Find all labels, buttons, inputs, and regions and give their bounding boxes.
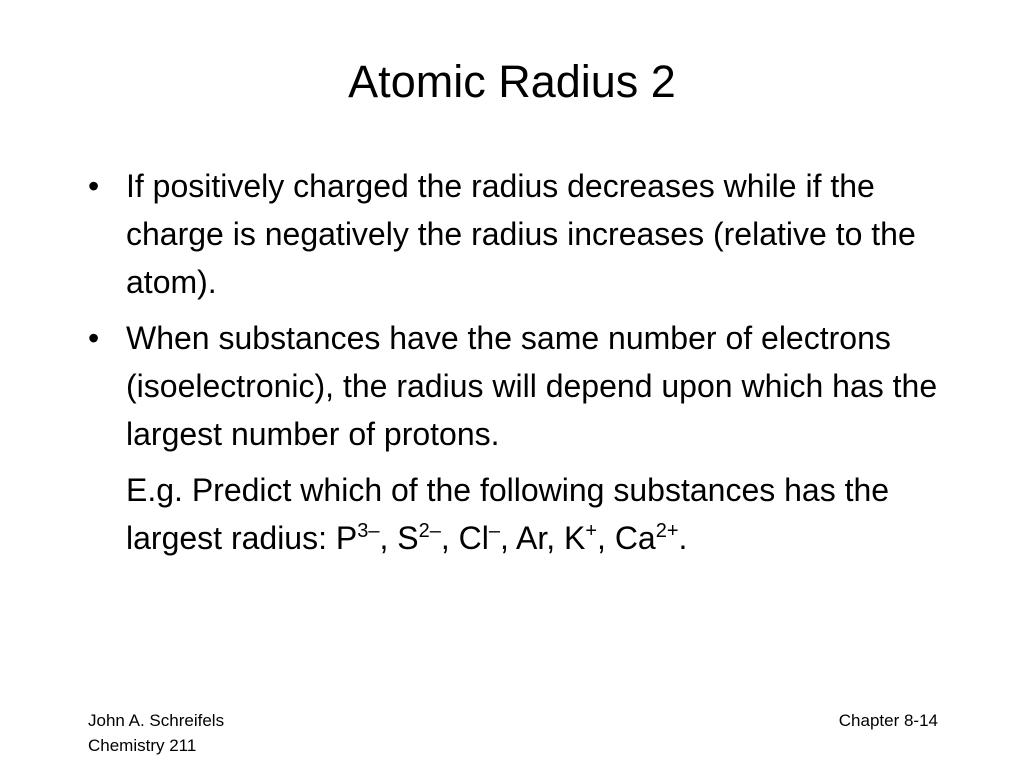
separator: , xyxy=(546,520,564,556)
charge-s: 2– xyxy=(418,520,441,542)
charge-cl: – xyxy=(488,520,500,542)
species-ca: Ca xyxy=(614,520,656,556)
bullet-icon: • xyxy=(88,168,100,204)
footer-right xyxy=(839,708,938,733)
separator: , xyxy=(440,520,459,556)
footer-course: Chemistry 211 xyxy=(88,736,197,755)
separator: , xyxy=(499,520,516,556)
separator: , xyxy=(597,520,615,556)
bullet-text: When substances have the same number of electrons (isoelectronic), the radius will depend upon which has the largest number of protons. xyxy=(126,320,938,452)
species-s: S xyxy=(397,520,419,556)
charge-ca: 2+ xyxy=(655,520,679,542)
bullet-item-2 xyxy=(88,314,948,458)
charge-k: + xyxy=(585,520,598,542)
footer-page-number: Chapter 8-14 xyxy=(838,711,938,730)
footer-author: John A. Schreifels xyxy=(88,711,225,730)
slide-body xyxy=(88,162,948,562)
species-k: K xyxy=(564,520,586,556)
separator: , xyxy=(379,520,398,556)
example-paragraph xyxy=(88,466,948,562)
species-cl: Cl xyxy=(458,520,489,556)
bullet-item-1 xyxy=(88,162,948,306)
slide-title: Atomic Radius 2 xyxy=(348,56,676,107)
species-ar: Ar xyxy=(515,520,547,556)
terminal-period: . xyxy=(678,520,688,556)
bullet-text: If positively charged the radius decreases while if the charge is negatively the radius increases (relative to the atom). xyxy=(126,168,916,300)
species-p: P xyxy=(335,520,358,556)
footer-left xyxy=(88,708,224,758)
bullet-icon: • xyxy=(88,320,100,356)
example-lead: E.g. Predict which of the following substances has the largest radius: xyxy=(126,472,890,556)
charge-p: 3– xyxy=(357,520,380,542)
